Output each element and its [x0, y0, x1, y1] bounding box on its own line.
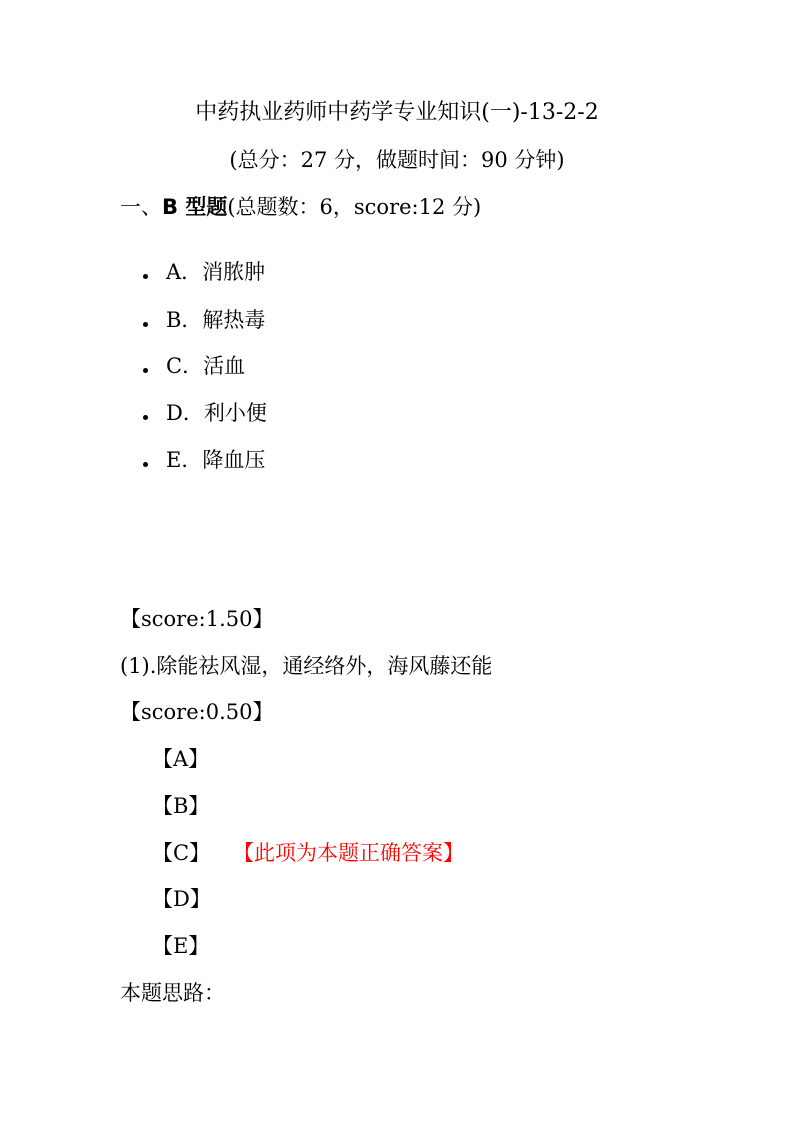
bullet-icon — [143, 462, 148, 467]
bullet-icon — [143, 368, 148, 373]
option-e: E．降血压 — [166, 448, 266, 472]
section-name: B 型题 — [162, 195, 228, 219]
bullet-icon — [143, 322, 148, 327]
correct-answer-note: 【此项为本题正确答案】 — [233, 841, 464, 865]
option-d: D．利小便 — [166, 401, 267, 425]
choice-d: 【D】 — [152, 887, 211, 911]
option-b: B．解热毒 — [166, 308, 266, 332]
bullet-icon — [143, 415, 148, 420]
question-text: (1).除能祛风湿，通经络外，海风藤还能 — [120, 654, 493, 678]
question-score: 【score:0.50】 — [120, 700, 274, 724]
section-prefix: 一、 — [120, 195, 162, 219]
group-score: 【score:1.50】 — [120, 607, 274, 631]
section-heading — [120, 197, 481, 218]
analysis-label: 本题思路： — [120, 981, 225, 1005]
choice-e: 【E】 — [152, 934, 210, 958]
exam-meta: (总分：27 分，做题时间：90 分钟) — [229, 148, 565, 172]
page-title: 中药执业药师中药学专业知识(一)-13-2-2 — [195, 100, 599, 125]
option-c: C．活血 — [166, 354, 246, 378]
choice-a: 【A】 — [152, 747, 210, 771]
choice-b: 【B】 — [152, 794, 210, 818]
choice-c: 【C】 — [152, 841, 211, 865]
section-info: (总题数：6，score:12 分) — [227, 195, 482, 219]
bullet-icon — [143, 274, 148, 279]
option-a: A．消脓肿 — [166, 260, 266, 284]
